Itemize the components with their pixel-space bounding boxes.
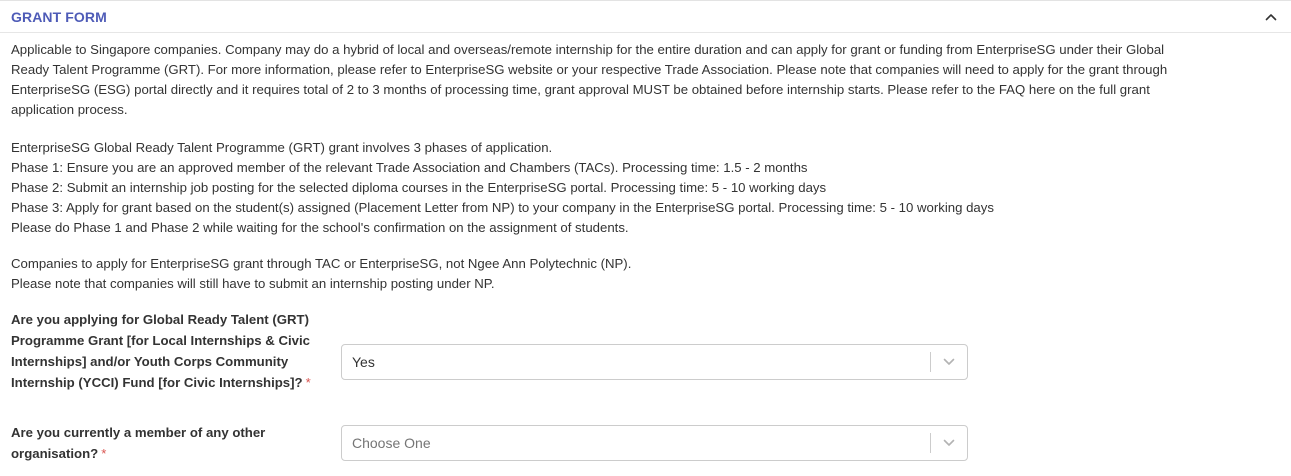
notes-line: Companies to apply for EnterpriseSG grant through TAC or EnterpriseSG, not Ngee Ann Polytechnic (NP).	[11, 256, 632, 271]
membership-select[interactable]	[341, 425, 968, 461]
intro-line: Applicable to Singapore companies. Company may do a hybrid of local and overseas/remote internship for the entire duration and can apply for grant or funding from EnterpriseSG under their Global	[11, 42, 1165, 57]
intro-paragraph	[11, 40, 1283, 120]
grt-question-label	[11, 309, 316, 393]
membership-select-placeholder: Choose One	[352, 435, 431, 451]
intro-line: Ready Talent Programme (GRT). For more information, please refer to EnterpriseSG website or your respective Trade Association. Please note that companies will need to apply for the grant through	[11, 62, 1168, 77]
notes-line: Please note that companies will still have to submit an internship posting under NP.	[11, 276, 495, 291]
grt-select-value: Yes	[352, 354, 375, 370]
chevron-up-icon[interactable]	[1264, 10, 1278, 24]
notes-paragraph	[11, 254, 1283, 294]
grt-select[interactable]	[341, 344, 968, 380]
phases-line: Phase 1: Ensure you are an approved member of the relevant Trade Association and Chambers (TACs). Processing time: 1.5 - 2 months	[11, 160, 808, 175]
section-title: GRANT FORM	[11, 8, 107, 25]
grant-info	[11, 40, 1283, 294]
phases-line: Phase 2: Submit an internship job posting for the selected diploma courses in the EnterpriseSG portal. Processing time: 5 - 10 working days	[11, 180, 827, 195]
membership-question-label	[11, 422, 316, 464]
required-asterisk: *	[305, 375, 311, 390]
intro-line: application process.	[11, 102, 128, 117]
intro-line: EnterpriseSG (ESG) portal directly and it requires total of 2 to 3 months of processing time, grant approval MUST be obtained before internship starts. Please refer to the FAQ here on the full grant	[11, 82, 1150, 97]
required-asterisk: *	[101, 446, 107, 461]
phases-line: EnterpriseSG Global Ready Talent Programme (GRT) grant involves 3 phases of application.	[11, 140, 553, 155]
grant-form-header[interactable]	[0, 1, 1291, 33]
phases-line: Phase 3: Apply for grant based on the student(s) assigned (Placement Letter from NP) to your company in the EnterpriseSG portal. Processing time: 5 - 10 working days	[11, 200, 994, 215]
chevron-down-icon[interactable]	[931, 426, 967, 460]
phases-line: Please do Phase 1 and Phase 2 while waiting for the school's confirmation on the assignment of students.	[11, 220, 629, 235]
chevron-down-icon[interactable]	[931, 345, 967, 379]
membership-question-text: Are you currently a member of any other organisation?	[11, 425, 266, 461]
grt-question-text: Are you applying for Global Ready Talent (GRT) Programme Grant [for Local Internships & Civic Internships] and/or Youth Corps Community Internship (YCCI) Fund [for Civic Internships]?	[11, 312, 310, 390]
phases-paragraph	[11, 138, 1283, 238]
